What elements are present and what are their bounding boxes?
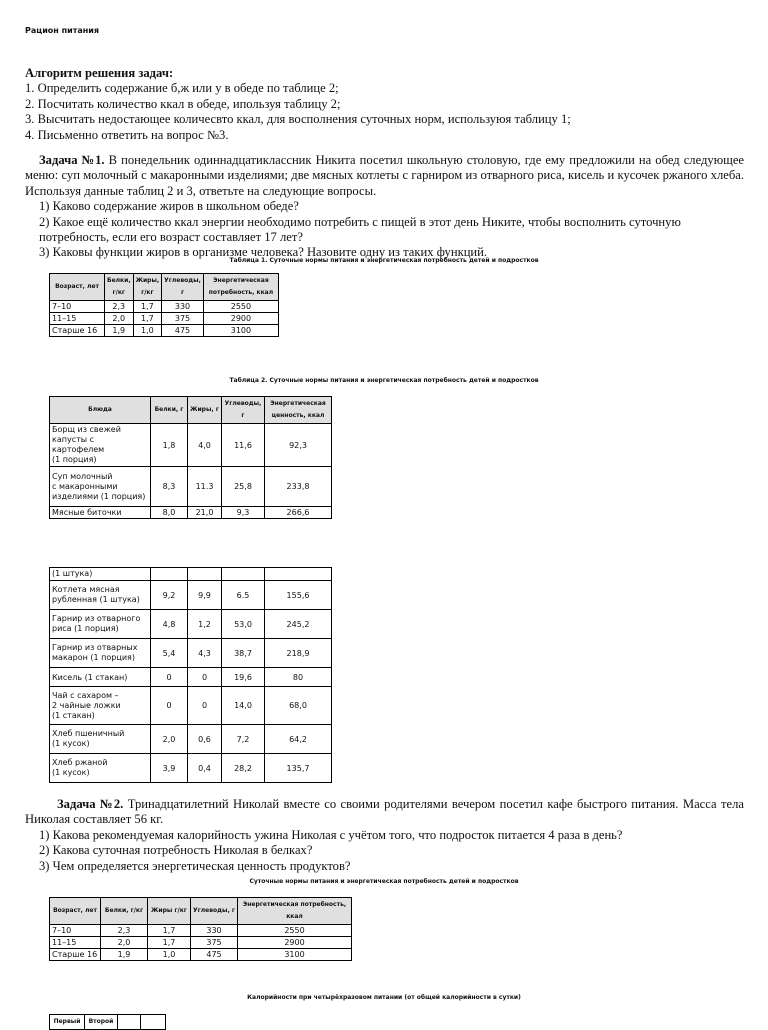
table-cell: 375 <box>162 313 204 325</box>
table-cell: 475 <box>191 949 238 961</box>
table-header-cell: Жиры, г/кг <box>133 274 162 301</box>
table-header-cell: Белки, г <box>151 397 188 424</box>
table-header-cell: Первый <box>50 1015 85 1030</box>
table-row <box>50 301 279 313</box>
task1-body: В понедельник одиннадцатиклассник Никита посетил школьную столовую, где ему предложили на обед следующее меню: суп молочный с макаронными изделиями; две мясных котлеты с гарниром из отварного риса, кисель и кусочек ржаного хлеба. Используя данные таблиц 2 и 3, ответьте на следующие вопросы. <box>25 153 744 198</box>
table-cell: 21,0 <box>188 507 222 519</box>
table-row <box>50 925 352 937</box>
table-cell: 330 <box>162 301 204 313</box>
table-cell: 11.3 <box>188 467 222 507</box>
table-cell: 330 <box>191 925 238 937</box>
table-cell: 0 <box>188 687 222 725</box>
table-cell: 25,8 <box>222 467 265 507</box>
algorithm-step: 2. Посчитать количество ккал в обеде, ипользуя таблицу 2; <box>25 96 341 111</box>
table-cell: 1,0 <box>133 325 162 337</box>
table-header-cell: Возраст, лет <box>50 274 105 301</box>
table-row <box>50 639 332 668</box>
table-cell: 155,6 <box>265 581 332 610</box>
table-cell: Чай с сахаром – 2 чайные ложки (1 стакан) <box>50 687 151 725</box>
table-cell: 2,0 <box>105 313 134 325</box>
table-header-row <box>50 397 332 424</box>
table-row <box>50 937 352 949</box>
task1-question: 3) Каковы функции жиров в организме человека? Назовите одну из таких функций. <box>39 245 488 260</box>
table-cell: 3100 <box>203 325 278 337</box>
table-header-row <box>50 898 352 925</box>
table3-caption: Суточные нормы питания и энергетическая потребность детей и подростков <box>249 878 519 885</box>
table-cell: 11–15 <box>50 313 105 325</box>
algorithm-block <box>25 66 744 143</box>
task2-question: 3) Чем определяется энергетическая ценность продуктов? <box>39 858 351 873</box>
table-row <box>50 610 332 639</box>
table-row <box>50 325 279 337</box>
table-row <box>50 754 332 783</box>
table2-part1 <box>49 396 332 519</box>
table-cell: 7,2 <box>222 725 265 754</box>
table-cell: 8,3 <box>151 467 188 507</box>
table-cell: 80 <box>265 668 332 687</box>
table-header-cell: Второй <box>85 1015 118 1030</box>
table-cell: 9,3 <box>222 507 265 519</box>
table-row <box>50 507 332 519</box>
table-row <box>50 725 332 754</box>
table-cell: 2,3 <box>105 301 134 313</box>
task2-question: 2) Какова суточная потребность Николая в белках? <box>39 843 313 858</box>
table-cell: 475 <box>162 325 204 337</box>
table-header-cell: Углеводы, г <box>191 898 238 925</box>
table-cell: 2900 <box>238 937 352 949</box>
table-header-cell: Жиры г/кг <box>148 898 191 925</box>
table-cell: (1 штука) <box>50 568 151 581</box>
table-header-cell: Блюда <box>50 397 151 424</box>
table-cell: Гарнир из отварных макарон (1 порция) <box>50 639 151 668</box>
table-cell: 8,0 <box>151 507 188 519</box>
table-cell: Суп молочный с макаронными изделиями (1 порция) <box>50 467 151 507</box>
algorithm-step: 1. Определить содержание б,ж или у в обеде по таблице 2; <box>25 81 339 96</box>
table-cell: 1,9 <box>101 949 148 961</box>
task1-question: 1) Каково содержание жиров в школьном обеде? <box>39 199 299 214</box>
table-cell: 1,9 <box>105 325 134 337</box>
table-cell: Котлета мясная рубленная (1 штука) <box>50 581 151 610</box>
table-cell: Хлеб ржаной (1 кусок) <box>50 754 151 783</box>
task2-label: Задача №2. <box>57 797 124 811</box>
table-header-cell: Углеводы, г <box>162 274 204 301</box>
table-header-cell: Жиры, г <box>188 397 222 424</box>
table-cell: 2,3 <box>101 925 148 937</box>
task1-block <box>25 153 744 261</box>
algorithm-step: 4. Письменно ответить на вопрос №3. <box>25 127 229 142</box>
table-header-cell: Энергетическая потребность, ккал <box>203 274 278 301</box>
table-cell: 4,3 <box>188 639 222 668</box>
table-row <box>50 424 332 467</box>
table-cell: Гарнир из отварного риса (1 порция) <box>50 610 151 639</box>
table-cell: Мясные биточки <box>50 507 151 519</box>
table-header-cell: Углеводы, г <box>222 397 265 424</box>
task2-body: Тринадцатилетний Николай вместе со своими родителями вечером посетил кафе быстрого питания. Масса тела Николая составляет 56 кг. <box>25 797 744 827</box>
table-cell <box>188 568 222 581</box>
table-cell: 92,3 <box>265 424 332 467</box>
table-cell: 38,7 <box>222 639 265 668</box>
table-cell: 7–10 <box>50 925 101 937</box>
table-cell: 5,4 <box>151 639 188 668</box>
table-cell: 2550 <box>203 301 278 313</box>
table-header-cell: Белки, г/кг <box>105 274 134 301</box>
table-cell: 375 <box>191 937 238 949</box>
table-cell: Хлеб пшеничный (1 кусок) <box>50 725 151 754</box>
table3 <box>49 897 352 961</box>
table-cell: 14,0 <box>222 687 265 725</box>
table-cell: 218,9 <box>265 639 332 668</box>
table-cell: 53,0 <box>222 610 265 639</box>
table-cell: 3,9 <box>151 754 188 783</box>
table-cell: Старше 16 <box>50 325 105 337</box>
table-cell: 266,6 <box>265 507 332 519</box>
table-header-cell <box>141 1015 166 1030</box>
table-row <box>50 581 332 610</box>
task2-text <box>25 797 744 828</box>
table-cell: 1,8 <box>151 424 188 467</box>
table-cell: 6.5 <box>222 581 265 610</box>
table4-caption: Калорийности при четырёхразовом питании (от общей калорийности в сутки) <box>247 994 521 1001</box>
table1-caption: Таблица 1. Суточные нормы питания и энергетическая потребность детей и подростков <box>229 257 539 264</box>
table-cell: 19,6 <box>222 668 265 687</box>
table-cell: 11–15 <box>50 937 101 949</box>
table-cell: 245,2 <box>265 610 332 639</box>
table2-caption: Таблица 2. Суточные нормы питания и энергетическая потребность детей и подростков <box>229 377 539 384</box>
table-cell: 0,4 <box>188 754 222 783</box>
table-cell: 64,2 <box>265 725 332 754</box>
table-cell <box>265 568 332 581</box>
table4 <box>49 1014 166 1030</box>
task1-question: 2) Какое ещё количество ккал энергии необходимо потребить с пищей в этот день Никите, чтобы восполнить суточную потребность, если его возраст составляет 17 лет? <box>39 214 681 245</box>
algorithm-title: Алгоритм решения задач: <box>25 66 174 80</box>
table-row <box>50 949 352 961</box>
table-header-row <box>50 274 279 301</box>
table-row <box>50 467 332 507</box>
table-cell: 2900 <box>203 313 278 325</box>
table-cell <box>222 568 265 581</box>
table-cell: 28,2 <box>222 754 265 783</box>
table-cell: Кисель (1 стакан) <box>50 668 151 687</box>
table-cell: 7–10 <box>50 301 105 313</box>
table-cell: 0 <box>151 687 188 725</box>
table-cell: 1,0 <box>148 949 191 961</box>
table-header-cell: Возраст, лет <box>50 898 101 925</box>
table-header-cell: Энергетическая потребность, ккал <box>238 898 352 925</box>
table-cell: 1,7 <box>148 937 191 949</box>
table-cell: 233,8 <box>265 467 332 507</box>
table-cell: Старше 16 <box>50 949 101 961</box>
table-header-cell: Белки, г/кг <box>101 898 148 925</box>
table-row <box>50 668 332 687</box>
table-header-cell: Энергетическая ценность, ккал <box>265 397 332 424</box>
table-cell: 135,7 <box>265 754 332 783</box>
table-cell: 0 <box>151 668 188 687</box>
table1 <box>49 273 279 337</box>
algorithm-step: 3. Высчитать недостающее количесвто ккал, для восполнения суточных норм, используюя таблицу 1; <box>25 112 571 127</box>
table-cell: 9,9 <box>188 581 222 610</box>
table-cell: 1,7 <box>133 313 162 325</box>
table-cell: 2,0 <box>151 725 188 754</box>
table-cell: 2,0 <box>101 937 148 949</box>
table-cell: Борщ из свежей капусты с картофелем (1 порция) <box>50 424 151 467</box>
table-cell: 1,7 <box>133 301 162 313</box>
table2-part2 <box>49 567 332 783</box>
table-cell: 1,2 <box>188 610 222 639</box>
table-cell: 0 <box>188 668 222 687</box>
task2-block <box>25 797 744 874</box>
table-cell: 9,2 <box>151 581 188 610</box>
table-cell: 3100 <box>238 949 352 961</box>
table-header-cell <box>118 1015 141 1030</box>
page-header: Рацион питания <box>25 26 100 35</box>
task1-text <box>25 153 744 199</box>
task2-question: 1) Какова рекомендуемая калорийность ужина Николая с учётом того, что подросток питается 4 раза в день? <box>39 827 623 842</box>
table-cell: 4,0 <box>188 424 222 467</box>
task1-label: Задача №1. <box>39 153 105 167</box>
table-header-row <box>50 1015 166 1030</box>
table-row <box>50 687 332 725</box>
table-cell <box>151 568 188 581</box>
table-cell: 4,8 <box>151 610 188 639</box>
table-cell: 2550 <box>238 925 352 937</box>
table-cell: 0,6 <box>188 725 222 754</box>
table-cell: 1,7 <box>148 925 191 937</box>
table-row <box>50 313 279 325</box>
table-cell: 68,0 <box>265 687 332 725</box>
table-cell: 11,6 <box>222 424 265 467</box>
table-row <box>50 568 332 581</box>
